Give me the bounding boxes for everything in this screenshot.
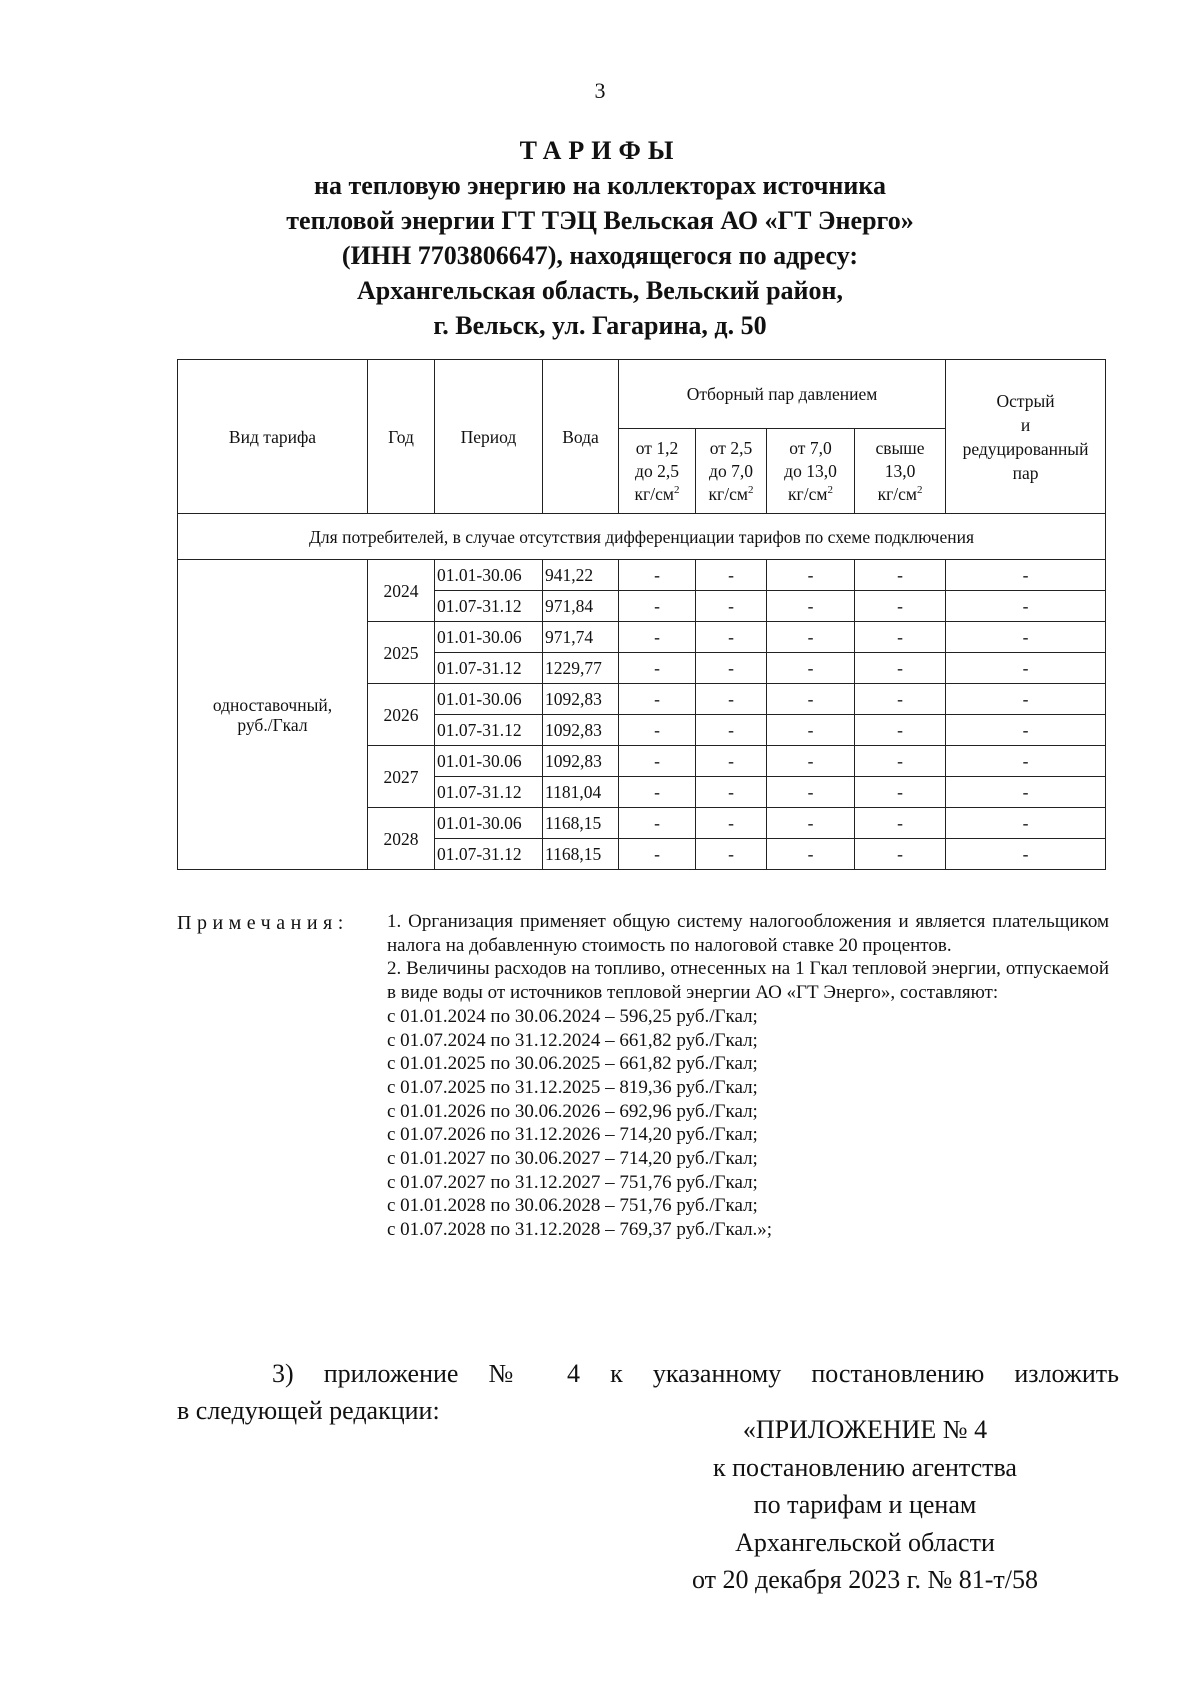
title-line-1: ТАРИФЫ: [519, 136, 681, 165]
steam2-unit: кг/см: [708, 483, 748, 504]
steam4-from: свыше: [875, 437, 925, 458]
dash-cell: -: [619, 684, 696, 715]
header-water: Вода: [543, 360, 619, 514]
dash-cell: -: [696, 653, 767, 684]
dash-cell: -: [946, 653, 1106, 684]
clause-line-1: 3) приложение № 4 к указанному постановлению изложить: [272, 1359, 1119, 1388]
dash-cell: -: [946, 684, 1106, 715]
dash-cell: -: [855, 653, 946, 684]
dash-cell: -: [696, 746, 767, 777]
steam1-from: от 1,2: [635, 437, 679, 458]
period-cell: 01.01-30.06: [435, 808, 543, 839]
dash-cell: -: [855, 560, 946, 591]
dash-cell: -: [946, 591, 1106, 622]
period-cell: 01.01-30.06: [435, 560, 543, 591]
period-cell: 01.07-31.12: [435, 715, 543, 746]
live-steam-line-1: Острый: [996, 390, 1055, 411]
note-2: 2. Величины расходов на топливо, отнесенных на 1 Гкал тепловой энергии, отпускаемой в виде воды от источников тепловой энергии АО «ГТ Энерго», составляют:: [387, 958, 1109, 1004]
steam4-sup: 2: [916, 483, 923, 496]
dash-cell: -: [619, 653, 696, 684]
year-cell: 2027: [368, 746, 435, 808]
water-value-cell: 1181,04: [543, 777, 619, 808]
steam1-unit: кг/см: [634, 483, 674, 504]
steam2-to: до 7,0: [709, 460, 753, 481]
period-cell: 01.07-31.12: [435, 839, 543, 870]
water-value-cell: 941,22: [543, 560, 619, 591]
title-line-5: Архангельская область, Вельский район,: [356, 276, 844, 305]
water-value-cell: 1092,83: [543, 746, 619, 777]
dash-cell: -: [696, 684, 767, 715]
period-cell: 01.07-31.12: [435, 777, 543, 808]
consumer-span-row: Для потребителей, в случае отсутствия дифференциации тарифов по схеме подключения: [178, 514, 1106, 560]
dash-cell: -: [619, 591, 696, 622]
dash-cell: -: [767, 777, 855, 808]
dash-cell: -: [855, 684, 946, 715]
tariff-name-line-2: руб./Гкал: [237, 714, 308, 735]
period-cell: 01.01-30.06: [435, 684, 543, 715]
steam2-from: от 2,5: [709, 437, 753, 458]
dash-cell: -: [946, 777, 1106, 808]
dash-cell: -: [767, 746, 855, 777]
fuel-cost-line: с 01.01.2024 по 30.06.2024 – 596,25 руб./Гкал;: [387, 1005, 758, 1027]
steam3-from: от 7,0: [789, 437, 832, 458]
dash-cell: -: [855, 839, 946, 870]
water-value-cell: 971,84: [543, 591, 619, 622]
water-value-cell: 1229,77: [543, 653, 619, 684]
live-steam-line-4: пар: [1012, 462, 1039, 483]
fuel-cost-line: с 01.01.2028 по 30.06.2028 – 751,76 руб./Гкал;: [387, 1195, 758, 1217]
appendix-line: по тарифам и ценам: [753, 1490, 977, 1519]
dash-cell: -: [855, 622, 946, 653]
dash-cell: -: [619, 622, 696, 653]
water-value-cell: 971,74: [543, 622, 619, 653]
header-live-steam: [946, 360, 1106, 514]
dash-cell: -: [619, 715, 696, 746]
clause-line-2: в следующей редакции:: [177, 1396, 440, 1425]
dash-cell: -: [619, 777, 696, 808]
dash-cell: -: [855, 591, 946, 622]
dash-cell: -: [767, 622, 855, 653]
fuel-cost-line: с 01.01.2025 по 30.06.2025 – 661,82 руб./Гкал;: [387, 1053, 758, 1075]
appendix-line: Архангельской области: [735, 1527, 995, 1557]
dash-cell: -: [767, 839, 855, 870]
title-line-6: г. Вельск, ул. Гагарина, д. 50: [433, 311, 767, 340]
tariff-name-cell: [178, 560, 368, 870]
live-steam-line-2: и: [1020, 414, 1031, 435]
fuel-cost-line: с 01.01.2027 по 30.06.2027 – 714,20 руб./Гкал;: [387, 1148, 758, 1170]
title-line-4: (ИНН 7703806647), находящегося по адресу:: [341, 241, 859, 270]
fuel-cost-list: [387, 1005, 1109, 1242]
fuel-cost-line: с 01.07.2028 по 31.12.2028 – 769,37 руб./Гкал.»;: [387, 1219, 773, 1241]
year-cell: 2024: [368, 560, 435, 622]
year-cell: 2025: [368, 622, 435, 684]
appendix-line: к постановлению агентства: [713, 1452, 1017, 1482]
header-period: Период: [435, 360, 543, 514]
dash-cell: -: [696, 808, 767, 839]
dash-cell: -: [767, 653, 855, 684]
dash-cell: -: [767, 684, 855, 715]
appendix-heading: [660, 1411, 1070, 1599]
header-tariff-type: Вид тарифа: [178, 360, 368, 514]
dash-cell: -: [855, 746, 946, 777]
steam1-sup: 2: [673, 483, 680, 496]
dash-cell: -: [696, 777, 767, 808]
period-cell: 01.01-30.06: [435, 622, 543, 653]
steam3-unit: кг/см: [788, 483, 828, 504]
dash-cell: -: [767, 715, 855, 746]
steam3-to: до 13,0: [784, 460, 837, 481]
fuel-cost-line: с 01.07.2027 по 31.12.2027 – 751,76 руб./Гкал;: [387, 1171, 758, 1193]
dash-cell: -: [946, 808, 1106, 839]
dash-cell: -: [946, 560, 1106, 591]
dash-cell: -: [696, 839, 767, 870]
note-1: 1. Организация применяет общую систему налогообложения и является плательщиком налога на добавленную стоимость по налоговой ставке 20 процентов.: [387, 911, 1109, 956]
steam3-sup: 2: [827, 483, 833, 496]
year-cell: 2026: [368, 684, 435, 746]
live-steam-line-3: редуцированный: [962, 438, 1089, 459]
dash-cell: -: [696, 560, 767, 591]
header-steam-group: Отборный пар давлением: [619, 360, 946, 429]
table-row: [178, 560, 1106, 591]
water-value-cell: 1168,15: [543, 839, 619, 870]
water-value-cell: 1168,15: [543, 808, 619, 839]
header-year: Год: [368, 360, 435, 514]
water-value-cell: 1092,83: [543, 684, 619, 715]
dash-cell: -: [946, 622, 1106, 653]
dash-cell: -: [946, 715, 1106, 746]
dash-cell: -: [619, 839, 696, 870]
notes: [387, 910, 1109, 1242]
steam4-unit: кг/см: [877, 483, 917, 504]
dash-cell: -: [767, 591, 855, 622]
dash-cell: -: [619, 746, 696, 777]
header-steam-2: [696, 429, 767, 514]
header-steam-1: [619, 429, 696, 514]
steam4-to: 13,0: [884, 460, 916, 481]
fuel-cost-line: с 01.07.2025 по 31.12.2025 – 819,36 руб./Гкал;: [387, 1076, 758, 1098]
period-cell: 01.07-31.12: [435, 591, 543, 622]
fuel-cost-line: с 01.07.2024 по 31.12.2024 – 661,82 руб./Гкал;: [387, 1029, 758, 1051]
title-line-3: тепловой энергии ГТ ТЭЦ Вельская АО «ГТ Энерго»: [286, 206, 914, 235]
period-cell: 01.01-30.06: [435, 746, 543, 777]
steam1-to: до 2,5: [635, 460, 679, 481]
tariff-name-line-1: одноставочный,: [212, 694, 333, 715]
fuel-cost-line: с 01.07.2026 по 31.12.2026 – 714,20 руб./Гкал;: [387, 1124, 758, 1146]
appendix-line: «ПРИЛОЖЕНИЕ № 4: [742, 1415, 988, 1444]
header-steam-4: [855, 429, 946, 514]
period-cell: 01.07-31.12: [435, 653, 543, 684]
steam2-sup: 2: [747, 483, 754, 496]
dash-cell: -: [855, 777, 946, 808]
title-line-2: на тепловую энергию на коллекторах источника: [314, 171, 886, 200]
dash-cell: -: [855, 715, 946, 746]
page-number: 3: [594, 78, 606, 103]
appendix-line: от 20 декабря 2023 г. № 81-т/58: [691, 1565, 1039, 1594]
notes-label: Примечания:: [177, 912, 349, 934]
document-title: [0, 133, 1200, 343]
dash-cell: -: [696, 622, 767, 653]
dash-cell: -: [696, 715, 767, 746]
tariff-table: [177, 359, 1106, 870]
dash-cell: -: [946, 839, 1106, 870]
dash-cell: -: [946, 746, 1106, 777]
dash-cell: -: [767, 560, 855, 591]
dash-cell: -: [767, 808, 855, 839]
fuel-cost-line: с 01.01.2026 по 30.06.2026 – 692,96 руб./Гкал;: [387, 1100, 758, 1122]
year-cell: 2028: [368, 808, 435, 870]
water-value-cell: 1092,83: [543, 715, 619, 746]
dash-cell: -: [619, 560, 696, 591]
dash-cell: -: [855, 808, 946, 839]
dash-cell: -: [619, 808, 696, 839]
dash-cell: -: [696, 591, 767, 622]
header-steam-3: [767, 429, 855, 514]
